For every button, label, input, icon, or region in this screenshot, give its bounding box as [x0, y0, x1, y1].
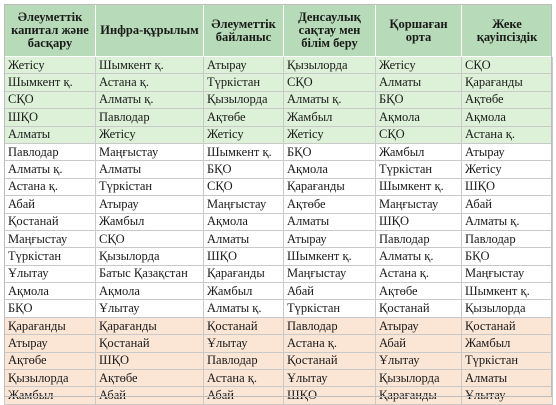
table-cell: Ақмола	[462, 109, 553, 126]
table-cell: СҚО	[462, 57, 553, 74]
table-cell: Жетісу	[204, 126, 284, 143]
table-body	[5, 57, 553, 405]
table-cell: Қарағанды	[284, 178, 376, 195]
table-cell: Павлодар	[5, 143, 96, 160]
table-row	[5, 74, 553, 91]
table-cell: Ұлытау	[284, 370, 376, 387]
table-cell: Ұлытау	[96, 300, 204, 317]
table-cell: Алматы қ.	[96, 91, 204, 108]
table-cell: Жетісу	[462, 161, 553, 178]
column-header-personal-safety: Жеке қауіпсіздік	[462, 5, 553, 57]
table-cell: Түркістан	[284, 300, 376, 317]
table-row	[5, 370, 553, 387]
table-cell: Жетісу	[5, 57, 96, 74]
column-header-health-education: Денсаулық сақтау мен білім беру	[284, 5, 376, 57]
table-cell: Қостанай	[284, 352, 376, 369]
table-cell: Ақтөбе	[284, 196, 376, 213]
table-cell: СҚО	[376, 126, 462, 143]
table-row	[5, 335, 553, 352]
table-row	[5, 143, 553, 160]
table-cell: СҚО	[5, 91, 96, 108]
table-cell: ШҚО	[204, 248, 284, 265]
table-row	[5, 57, 553, 74]
table-cell: ШҚО	[462, 178, 553, 195]
table-cell: Шымкент қ.	[204, 143, 284, 160]
table-cell: Павлодар	[204, 352, 284, 369]
table-cell: Алматы	[96, 161, 204, 178]
table-cell: Батыс Қазақстан	[96, 265, 204, 282]
table-cell: БҚО	[5, 300, 96, 317]
table-row	[5, 109, 553, 126]
table-cell: Түркістан	[5, 248, 96, 265]
table-cell: Қызылорда	[96, 248, 204, 265]
column-header-infrastructure: Инфра-құрылым	[96, 5, 204, 57]
table-cell: Павлодар	[376, 230, 462, 247]
table-cell: Жетісу	[96, 126, 204, 143]
table-row	[5, 387, 553, 404]
region-ranking-table	[4, 4, 553, 405]
table-cell: Абай	[96, 387, 204, 404]
table-cell: Павлодар	[462, 230, 553, 247]
table-cell: Қостанай	[462, 317, 553, 334]
table-cell: Маңғыстау	[462, 265, 553, 282]
table-cell: Атырау	[204, 57, 284, 74]
column-header-social-capital: Әлеуметтік капитал және басқару	[5, 5, 96, 57]
table-cell: Маңғыстау	[204, 196, 284, 213]
table-cell: Атырау	[376, 317, 462, 334]
table-cell: Атырау	[462, 143, 553, 160]
table-row	[5, 300, 553, 317]
table-cell: Қостанай	[376, 300, 462, 317]
table-cell: Қарағанды	[5, 317, 96, 334]
table-cell: Қарағанды	[376, 387, 462, 404]
table-cell: Ақмола	[284, 161, 376, 178]
table-cell: Абай	[204, 387, 284, 404]
table-cell: Жамбыл	[5, 387, 96, 404]
table-cell: Алматы	[462, 370, 553, 387]
table-cell: Қызылорда	[284, 57, 376, 74]
table-cell: Алматы	[5, 126, 96, 143]
table-cell: ШҚО	[96, 352, 204, 369]
table-cell: Алматы	[204, 230, 284, 247]
table-cell: Ұлытау	[376, 352, 462, 369]
table-cell: Алматы	[284, 213, 376, 230]
table-row	[5, 248, 553, 265]
table-cell: БҚО	[462, 248, 553, 265]
table-cell: Шымкент қ.	[376, 178, 462, 195]
table-cell: БҚО	[376, 91, 462, 108]
table-cell: Қарағанды	[462, 74, 553, 91]
table-row	[5, 213, 553, 230]
table-cell: Қостанай	[204, 317, 284, 334]
table-cell: ШҚО	[284, 387, 376, 404]
table-cell: Ұлытау	[5, 265, 96, 282]
table-cell: СҚО	[284, 74, 376, 91]
table-cell: Ақмола	[376, 109, 462, 126]
table-cell: БҚО	[284, 143, 376, 160]
table-row	[5, 352, 553, 369]
table-row	[5, 230, 553, 247]
table-cell: Шымкент қ.	[96, 57, 204, 74]
table-cell: Ақтөбе	[376, 283, 462, 300]
table-cell: Қызылорда	[204, 91, 284, 108]
table-cell: Түркістан	[462, 352, 553, 369]
table-row	[5, 91, 553, 108]
header-row	[5, 5, 553, 57]
column-header-social-connection: Әлеуметтік байланыс	[204, 5, 284, 57]
table-cell: Алматы қ.	[284, 91, 376, 108]
table-cell: Маңғыстау	[284, 265, 376, 282]
table-cell: Түркістан	[376, 161, 462, 178]
table-cell: Жамбыл	[96, 213, 204, 230]
table-cell: Абай	[5, 196, 96, 213]
table-cell: Абай	[462, 196, 553, 213]
table-cell: Қарағанды	[204, 265, 284, 282]
table-row	[5, 178, 553, 195]
table-cell: Қостанай	[5, 213, 96, 230]
table-cell: Атырау	[284, 230, 376, 247]
table-cell: Астана қ.	[96, 74, 204, 91]
table-cell: Жамбыл	[204, 283, 284, 300]
table-cell: Жамбыл	[462, 335, 553, 352]
table-cell: Алматы қ.	[204, 300, 284, 317]
table-cell: Абай	[376, 335, 462, 352]
table-cell: Ұлытау	[462, 387, 553, 404]
table-header	[5, 5, 553, 57]
table-cell: Жетісу	[284, 126, 376, 143]
table-cell: Абай	[284, 283, 376, 300]
table-cell: Ұлытау	[204, 335, 284, 352]
table-row	[5, 161, 553, 178]
table-cell: Түркістан	[204, 74, 284, 91]
table-cell: Маңғыстау	[96, 143, 204, 160]
table-row	[5, 283, 553, 300]
table-cell: СҚО	[204, 178, 284, 195]
table-cell: БҚО	[204, 161, 284, 178]
table-cell: Алматы	[376, 74, 462, 91]
table-cell: Павлодар	[96, 109, 204, 126]
table-cell: Астана қ.	[5, 178, 96, 195]
table-cell: Қызылорда	[376, 370, 462, 387]
table-cell: Атырау	[5, 335, 96, 352]
table-cell: Қызылорда	[5, 370, 96, 387]
table-cell: Астана қ.	[376, 265, 462, 282]
table-cell: ШҚО	[376, 213, 462, 230]
table-cell: Алматы қ.	[376, 248, 462, 265]
table-cell: Қарағанды	[96, 317, 204, 334]
table-cell: Алматы қ.	[462, 213, 553, 230]
table-cell: Алматы қ.	[5, 161, 96, 178]
table-row	[5, 265, 553, 282]
table-cell: Жамбыл	[284, 109, 376, 126]
table-cell: Астана қ.	[204, 370, 284, 387]
table-row	[5, 126, 553, 143]
table-cell: Ақмола	[5, 283, 96, 300]
table-cell: Астана қ.	[462, 126, 553, 143]
table-cell: Шымкент қ.	[462, 283, 553, 300]
table-cell: Павлодар	[284, 317, 376, 334]
table-cell: Ақтөбе	[462, 91, 553, 108]
table-row	[5, 317, 553, 334]
table-cell: Астана қ.	[284, 335, 376, 352]
table-cell: Жетісу	[376, 57, 462, 74]
table-cell: Қостанай	[96, 335, 204, 352]
table-row	[5, 196, 553, 213]
table-cell: Шымкент қ.	[5, 74, 96, 91]
table-cell: СҚО	[96, 230, 204, 247]
table-cell: Маңғыстау	[5, 230, 96, 247]
table-cell: Ақтөбе	[5, 352, 96, 369]
table-cell: Маңғыстау	[376, 196, 462, 213]
table-cell: Қызылорда	[462, 300, 553, 317]
table-cell: Шымкент қ.	[284, 248, 376, 265]
table-cell: Ақтөбе	[204, 109, 284, 126]
table-cell: ШҚО	[5, 109, 96, 126]
table-cell: Жамбыл	[376, 143, 462, 160]
table-cell: Ақмола	[96, 283, 204, 300]
table-cell: Атырау	[96, 196, 204, 213]
column-header-environment: Қоршаған орта	[376, 5, 462, 57]
table-cell: Ақмола	[204, 213, 284, 230]
table-cell: Түркістан	[96, 178, 204, 195]
table-cell: Ақтөбе	[96, 370, 204, 387]
